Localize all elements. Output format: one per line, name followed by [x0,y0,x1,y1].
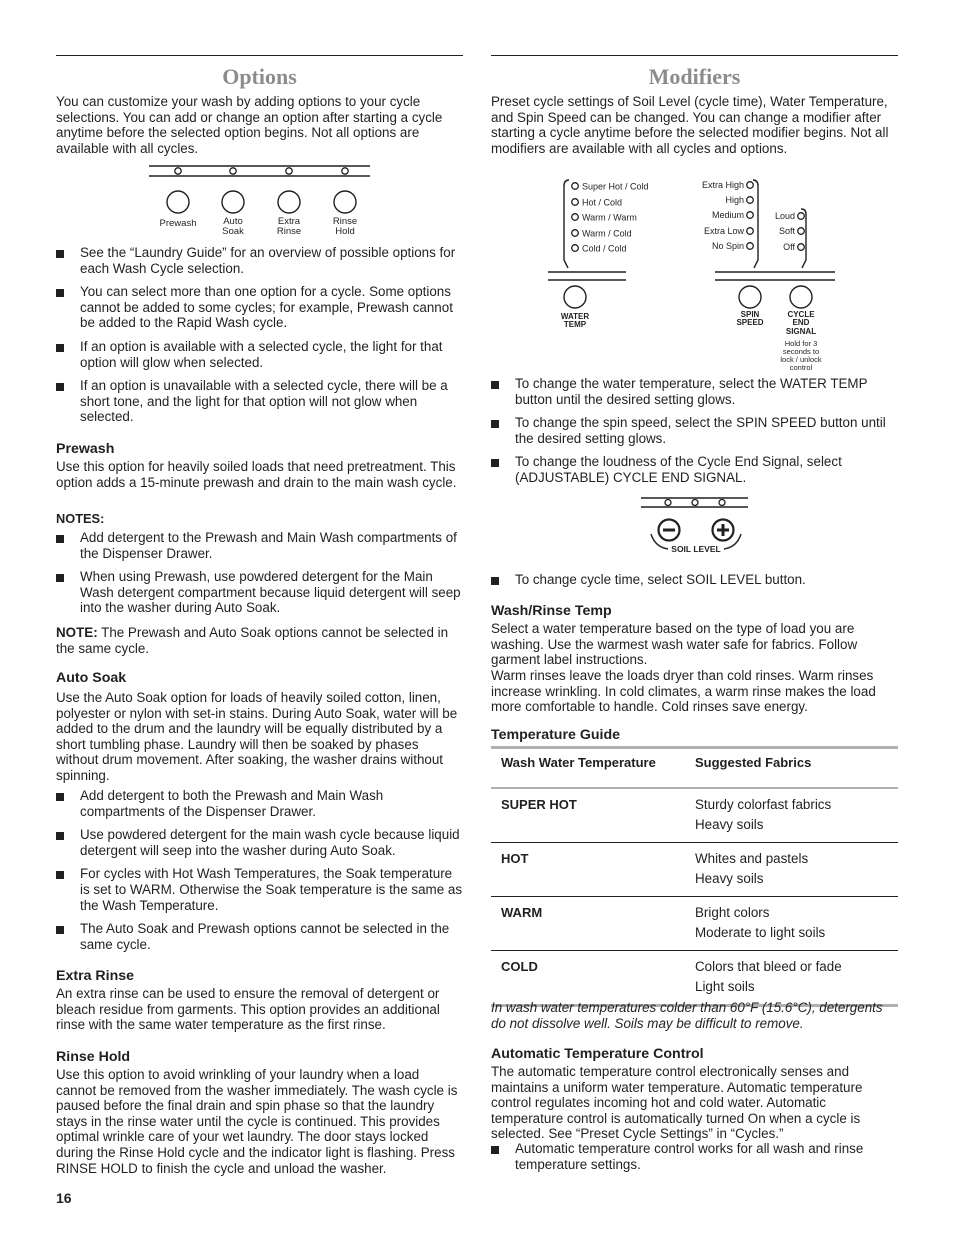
list-item: To change the loudness of the Cycle End Signal, select (ADJUSTABLE) CYCLE END SIGNAL. [491,454,898,485]
list-item: Use powdered detergent for the main wash cycle because liquid detergent will seep into the washer during Auto Soak. [56,827,463,858]
fabric-line: Sturdy colorfast fabrics [695,797,832,812]
atc-text: The automatic temperature control electronically senses and maintains a uniform water temperature. Automatic temperature control regulates incoming hot and cold water. Automatic temperature control is automatically turned On when a cycle is selected. See “Preset Cycle Settings” in “Cycles.” [491,1064,863,1142]
spin-option-label: High [725,195,744,205]
warm-warm-light [572,214,579,221]
options-intro: You can customize your wash by adding options to your cycle selections. You can add or change an option after starting a cycle anytime before the selected option begins. Not all options are available with all cycles. [56,94,443,156]
fabrics-cell [685,951,898,1006]
auto-soak-indicator-light [230,168,236,174]
spin-speed-button[interactable] [739,286,761,308]
list-item: If an option is available with a selected cycle, the light for that option will glow when selected. [56,339,463,370]
modifiers-bullet-list [491,376,898,486]
temp-cell: COLD [501,959,538,974]
wash-rinse-heading: Wash/Rinse Temp [491,603,612,619]
soil-level-diagram [491,494,898,556]
super-hot-cold-light [572,183,579,190]
table-row [491,788,898,843]
list-item: To change the water temperature, select the WATER TEMP button until the desired setting glows. [491,376,898,407]
extra-high-light [747,182,754,189]
cold-cold-light [572,245,579,252]
extra-rinse-heading: Extra Rinse [56,968,135,984]
extra-rinse-label-2: Rinse [276,226,302,237]
fabric-line: Colors that bleed or fade [695,959,842,974]
table-row [491,951,898,1006]
note-text: The Prewash and Auto Soak options cannot be selected in the same cycle. [56,625,449,656]
temp-option-label: Warm / Cold [582,228,632,239]
warm-cold-light [572,230,579,237]
list-item: To change the spin speed, select the SPIN SPEED button until the desired setting glows. [491,415,898,446]
auto-soak-label-2: Soak [222,226,244,237]
prewash-label: Prewash [159,218,197,229]
temp-option-label: Warm / Warm [582,212,637,223]
spin-option-label: Extra Low [703,226,744,236]
options-panel-diagram [56,160,463,242]
extra-rinse-text: An extra rinse can be used to ensure the removal of detergent or bleach residue from garments. This option provides an additional rinse with the same water temperature as the first rinse. [56,986,440,1033]
modifiers-intro: Preset cycle settings of Soil Level (cycle time), Water Temperature, and Spin Speed can be changed. You can change a modifier after starting a cycle anytime before the selected modifier begins. Not all modifiers are available with all cycles and options. [491,94,889,156]
water-temp-label-1: WATER [560,312,590,321]
high-light [747,197,754,204]
loud-light [798,213,805,220]
rinse-hold-button[interactable] [334,191,356,213]
wash-rinse-text-2: Warm rinses leave the loads dryer than cold rinses. Warm rinses increase wrinkling. In cold climates, a warm rinse makes the load more comfortable to handle. Cold rinses save energy. [491,668,876,715]
cycle-end-label-2: END [792,318,810,327]
temperature-guide-table [491,746,898,1007]
auto-soak-text: Use the Auto Soak option for loads of heavily soiled cotton, linen, polyester or nylon with set-in stains. During Auto Soak, water will be added to the drum and the laundry will be equally distributed by a short tumbling phase. Laundry will then be soaked by phases without drum movement. After soaking, the washer drains without spinning. [56,690,458,783]
options-bullet-list [56,245,463,425]
no-spin-light [747,243,754,250]
list-item: The Auto Soak and Prewash options cannot be selected in the same cycle. [56,921,463,952]
table-header-row [491,748,898,789]
signal-option-label: Off [783,242,795,252]
prewash-note [56,625,463,656]
list-item: See the “Laundry Guide” for an overview of possible options for each Wash Cycle selection. [56,245,463,276]
temperature-guide-heading: Temperature Guide [491,727,621,743]
cycle-end-label-3: SIGNAL [785,327,817,336]
rinse-hold-label-2: Hold [335,226,355,237]
hold-note-line: control [789,363,813,372]
off-light [798,244,805,251]
fabric-line: Heavy soils [695,871,764,886]
extra-rinse-indicator-light [286,168,292,174]
soil-level-light [692,500,698,506]
extra-rinse-button[interactable] [278,191,300,213]
spin-speed-label-1: SPIN [740,310,760,319]
list-item: Add detergent to the Prewash and Main Wash compartments of the Dispenser Drawer. [56,530,463,561]
fabrics-cell [685,897,898,951]
hot-cold-light [572,199,579,206]
temperature-footnote: In wash water temperatures colder than 60°F (15.6°C), detergents do not dissolve well. Soils may be difficult to remove. [491,1000,883,1031]
list-item: If an option is unavailable with a selected cycle, there will be a short tone, and the light for that option will not glow when selected. [56,378,463,425]
medium-light [747,212,754,219]
column-header: Wash Water Temperature [501,755,656,770]
cycle-end-signal-button[interactable] [790,286,812,308]
soil-level-minus-button[interactable] [659,520,680,541]
fabric-line: Whites and pastels [695,851,809,866]
list-item: Add detergent to both the Prewash and Main Wash compartments of the Dispenser Drawer. [56,788,463,819]
table-row [491,843,898,897]
wash-rinse-text-1: Select a water temperature based on the type of load you are washing. Use the warmest wash water safe for fabrics. Follow garment label instructions. [491,621,858,668]
fabrics-cell [685,788,898,843]
modifiers-title: Modifiers [648,64,741,89]
spin-speed-label-2: SPEED [736,318,764,327]
rinse-hold-heading: Rinse Hold [56,1049,131,1065]
table-row [491,897,898,951]
temp-cell: HOT [501,851,529,866]
list-item: Automatic temperature control works for all wash and rinse temperature settings. [491,1141,898,1172]
page-number: 16 [56,1190,72,1206]
fabrics-cell [685,843,898,897]
list-item: To change cycle time, select SOIL LEVEL button. [491,572,898,588]
temp-option-label: Super Hot / Cold [582,181,649,192]
fabric-line: Heavy soils [695,817,764,832]
hold-note-line: lock / unlock [780,355,822,364]
prewash-button[interactable] [167,191,189,213]
fabric-line: Moderate to light soils [695,925,826,940]
list-item: When using Prewash, use powdered detergent for the Main Wash detergent compartment because liquid detergent will seep into the washer during Auto Soak. [56,569,463,616]
auto-soak-button[interactable] [222,191,244,213]
soil-level-light [719,500,725,506]
prewash-notes-list [56,530,463,616]
soil-level-light [665,500,671,506]
temp-cell: WARM [501,905,543,920]
soil-level-plus-button[interactable] [713,520,734,541]
rinse-hold-text: Use this option to avoid wrinkling of your laundry when a load cannot be removed from the washer immediately. The wash cycle is paused before the final drain and spin phase so that the laundry stays in the rinse water until the cycle is continued. This provides optimal wrinkle care of your wet laundry. The door stays locked during the Rinse Hold cycle and the indicator light is flashing. Press RINSE HOLD to finish the cycle and unload the washer. [56,1067,458,1176]
spin-option-label: Medium [711,210,744,220]
fabric-line: Light soils [695,979,755,994]
prewash-heading: Prewash [56,441,115,457]
list-item: You can select more than one option for a cycle. Some options cannot be added to some cycles; for example, Prewash cannot be added to the Rapid Wash cycle. [56,284,463,331]
note-label: NOTE: [56,625,98,640]
extra-low-light [747,228,754,235]
top-rule [491,55,898,56]
list-item: For cycles with Hot Wash Temperatures, the Soak temperature is set to WARM. Otherwise the Soak temperature is the same as the Wash Temperature. [56,866,463,913]
soil-level-label: SOIL LEVEL [671,544,721,554]
spin-option-label: No Spin [711,241,744,251]
top-rule [56,55,463,56]
soft-light [798,228,805,235]
atc-bullet-list [491,1141,898,1172]
extra-rinse-label-1: Extra [277,216,301,227]
auto-soak-heading: Auto Soak [56,670,127,686]
water-temp-button[interactable] [564,286,586,308]
signal-option-label: Soft [778,226,795,236]
fabric-line: Bright colors [695,905,770,920]
hold-note-line: Hold for 3 [784,339,818,348]
modifiers-panel-diagram [491,176,898,372]
column-header: Suggested Fabrics [695,755,812,770]
auto-soak-bullet-list [56,788,463,952]
atc-heading: Automatic Temperature Control [491,1046,704,1062]
spin-option-label: Extra High [701,180,744,190]
rinse-hold-label-1: Rinse [332,216,358,227]
prewash-indicator-light [175,168,181,174]
rinse-hold-indicator-light [342,168,348,174]
temp-option-label: Hot / Cold [582,197,623,208]
hold-note-line: seconds to [782,347,820,356]
prewash-text: Use this option for heavily soiled loads that need pretreatment. This option adds a 15-minute prewash and drain to the main wash cycle. [56,459,457,490]
soil-level-bullet-list [491,572,898,588]
water-temp-label-2: TEMP [563,320,587,329]
signal-option-label: Loud [774,211,795,221]
auto-soak-label-1: Auto [223,216,243,227]
temp-cell: SUPER HOT [501,797,577,812]
temp-option-label: Cold / Cold [582,243,627,254]
options-title: Options [222,64,297,89]
cycle-end-label-1: CYCLE [787,310,815,319]
notes-label: NOTES: [56,511,105,526]
